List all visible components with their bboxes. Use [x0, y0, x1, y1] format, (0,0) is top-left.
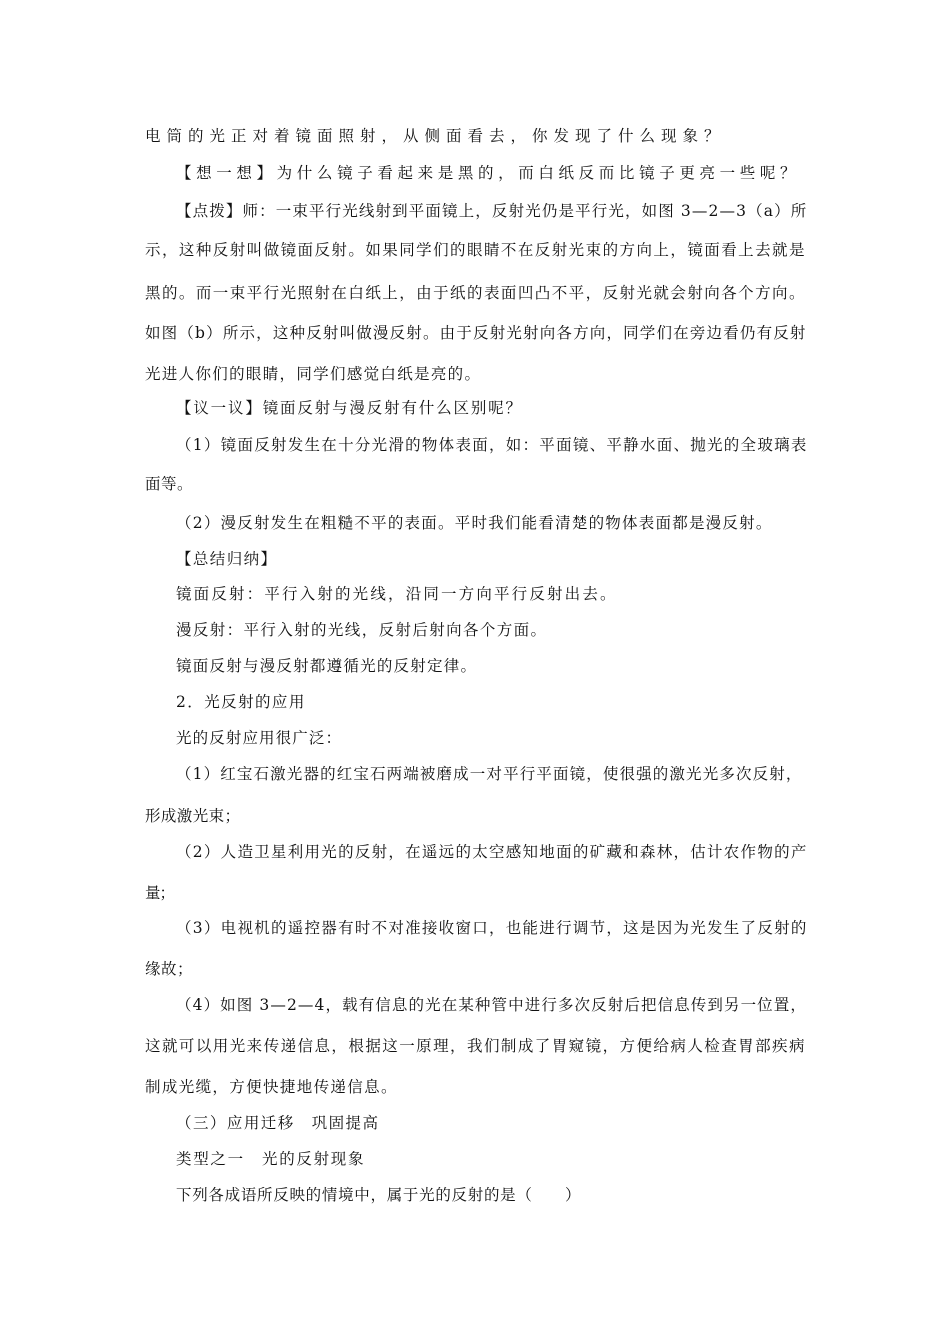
text-line: 制成光缆，方便快捷地传递信息。: [145, 1078, 398, 1096]
text-line: 镜面反射：平行入射的光线，沿同一方向平行反射出去。: [176, 585, 618, 603]
text-line: 黑的。而一束平行光照射在白纸上，由于纸的表面凹凸不平，反射光就会射向各个方向。: [145, 284, 806, 302]
text-line: （1）镜面反射发生在十分光滑的物体表面，如：平面镜、平静水面、抛光的全玻璃表: [176, 436, 808, 454]
text-line: （1）红宝石激光器的红宝石两端被磨成一对平行平面镜，使很强的激光光多次反射，: [176, 765, 803, 783]
text-line: 如图（b）所示，这种反射叫做漫反射。由于反射光射向各方向，同学们在旁边看仍有反射: [145, 324, 807, 342]
text-line: 形成激光束；: [145, 807, 241, 825]
text-line: 下列各成语所反映的情境中，属于光的反射的是（ ）: [176, 1186, 582, 1204]
text-line: （4）如图 3—2—4，载有信息的光在某种管中进行多次反射后把信息传到另一位置，: [176, 996, 807, 1014]
text-line: 光进人你们的眼睛，同学们感觉白纸是亮的。: [145, 365, 482, 383]
text-line: （2）人造卫星利用光的反射，在遥远的太空感知地面的矿藏和森林，估计农作物的产: [176, 843, 808, 861]
text-line: 【总结归纳】: [176, 550, 278, 568]
text-line: 量；: [145, 884, 175, 902]
text-line: （2）漫反射发生在粗糙不平的表面。平时我们能看清楚的物体表面都是漫反射。: [176, 514, 773, 532]
text-line: 【想一想】为什么镜子看起来是黑的，而白纸反而比镜子更亮一些呢？: [176, 164, 801, 182]
text-line: 示，这种反射叫做镜面反射。如果同学们的眼睛不在反射光束的方向上，镜面看上去就是: [145, 241, 806, 259]
text-line: （三）应用迁移 巩固提高: [176, 1114, 380, 1132]
text-line: 面等。: [145, 475, 194, 493]
text-line: 【议一议】镜面反射与漫反射有什么区别呢？: [176, 399, 523, 417]
text-line: 2．光反射的应用: [176, 693, 306, 711]
text-line: 电筒的光正对着镜面照射，从侧面看去，你发现了什么现象？: [145, 127, 726, 145]
text-line: 这就可以用光来传递信息，根据这一原理，我们制成了胃窥镜，方便给病人检查胃部疾病: [145, 1037, 806, 1055]
text-line: 漫反射：平行入射的光线，反射后射向各个方面。: [176, 621, 548, 639]
text-line: 光的反射应用很广泛：: [176, 729, 343, 747]
text-line: 镜面反射与漫反射都遵循光的反射定律。: [176, 657, 478, 675]
text-line: （3）电视机的遥控器有时不对准接收窗口，也能进行调节，这是因为光发生了反射的: [176, 919, 808, 937]
text-line: 【点拨】师：一束平行光线射到平面镜上，反射光仍是平行光，如图 3—2—3（a）所: [176, 202, 808, 220]
text-line: 类型之一 光的反射现象: [176, 1150, 366, 1168]
text-line: 缘故；: [145, 960, 194, 978]
